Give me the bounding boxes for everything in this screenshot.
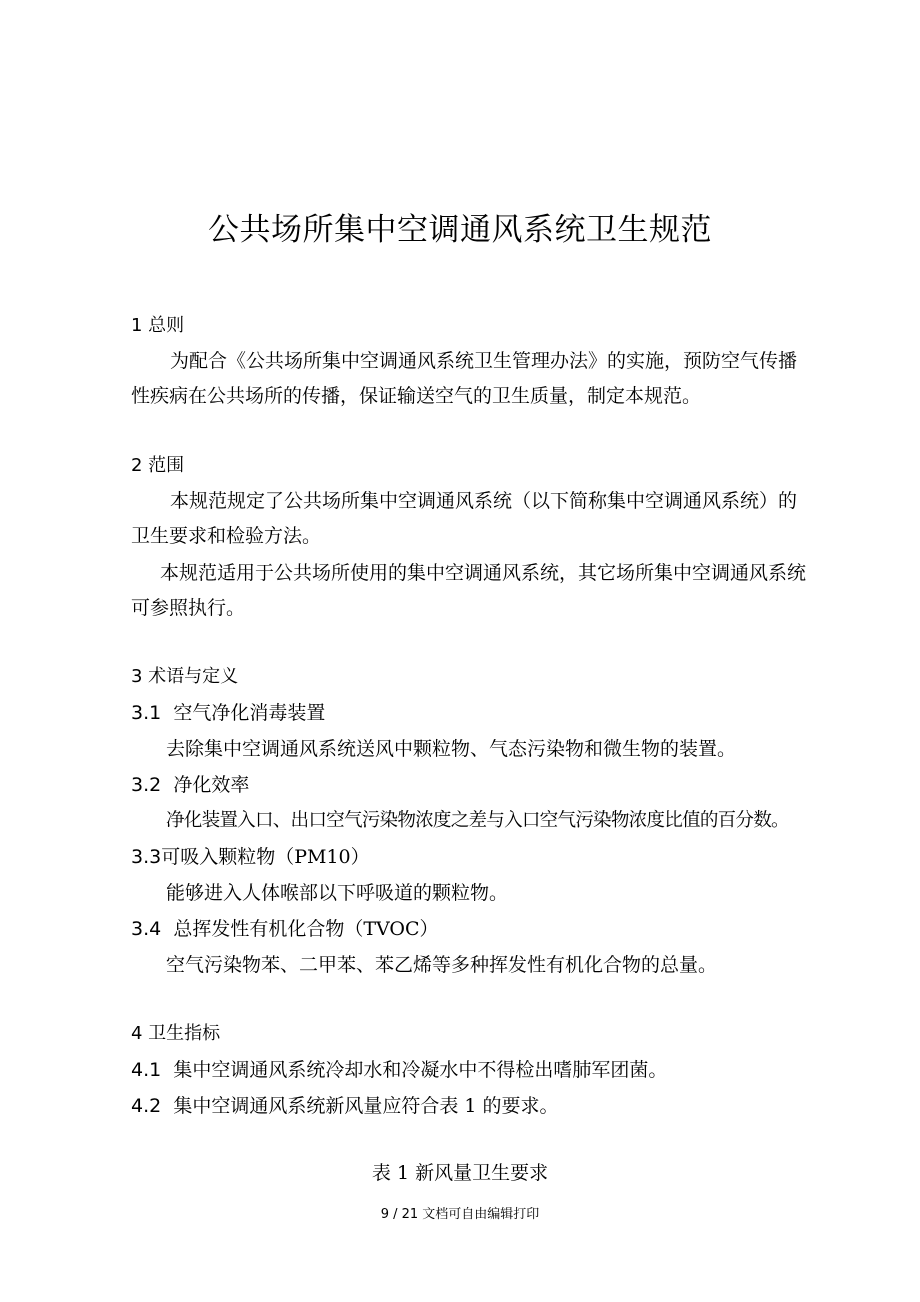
section-1-paragraph-line-2: 性疾病在公共场所的传播，保证输送空气的卫生质量，制定本规范。 bbox=[131, 385, 702, 407]
section-2-paragraph-1-line-1: 本规范规定了公共场所集中空调通风系统（以下简称集中空调通风系统）的 bbox=[170, 490, 798, 512]
section-3-heading: 3 术语与定义 bbox=[131, 666, 239, 687]
section-2-paragraph-1-line-2: 卫生要求和检验方法。 bbox=[131, 525, 322, 547]
definition-3-4 bbox=[131, 915, 439, 943]
indicator-text: 集中空调通风系统新风量应符合表 1 的要求。 bbox=[173, 1095, 559, 1117]
page-footer: 9 / 21 文档可自由编辑打印 bbox=[380, 1207, 540, 1222]
definition-term: 可吸入颗粒物（PM10） bbox=[161, 846, 370, 868]
definition-3-3-text: 能够进入人体喉部以下呼吸道的颗粒物。 bbox=[166, 882, 509, 904]
definition-number: 3.4 bbox=[131, 918, 162, 940]
table-caption: 表 1 新风量卫生要求 bbox=[371, 1162, 549, 1184]
section-2-paragraph-2-line-2: 可参照执行。 bbox=[131, 597, 246, 619]
section-2-paragraph-2-line-1: 本规范适用于公共场所使用的集中空调通风系统，其它场所集中空调通风系统 bbox=[160, 562, 807, 584]
indicator-4-1 bbox=[131, 1056, 667, 1084]
indicator-text: 集中空调通风系统冷却水和冷凝水中不得检出嗜肺军团菌。 bbox=[173, 1059, 668, 1081]
definition-number: 3.3 bbox=[131, 846, 162, 868]
definition-term: 总挥发性有机化合物（TVOC） bbox=[173, 918, 439, 940]
section-2-heading: 2 范围 bbox=[131, 455, 185, 476]
indicator-number: 4.1 bbox=[131, 1059, 162, 1081]
definition-3-2-text: 净化装置入口、出口空气污染物浓度之差与入口空气污染物浓度比值的百分数。 bbox=[166, 810, 789, 831]
definition-3-1 bbox=[131, 699, 325, 727]
definition-3-4-text: 空气污染物苯、二甲苯、苯乙烯等多种挥发性有机化合物的总量。 bbox=[166, 954, 718, 976]
definition-3-3 bbox=[131, 843, 370, 871]
section-1-heading: 1 总则 bbox=[131, 315, 185, 336]
definition-number: 3.1 bbox=[131, 702, 162, 724]
document-title: 公共场所集中空调通风系统卫生规范 bbox=[208, 212, 712, 248]
definition-3-1-text: 去除集中空调通风系统送风中颗粒物、气态污染物和微生物的装置。 bbox=[166, 738, 737, 760]
definition-term: 净化效率 bbox=[173, 774, 250, 796]
definition-number: 3.2 bbox=[131, 774, 162, 796]
section-4-heading: 4 卫生指标 bbox=[131, 1023, 221, 1044]
indicator-number: 4.2 bbox=[131, 1095, 162, 1117]
definition-3-2 bbox=[131, 771, 249, 799]
definition-term: 空气净化消毒装置 bbox=[173, 702, 326, 724]
section-1-paragraph-line-1: 为配合《公共场所集中空调通风系统卫生管理办法》的实施，预防空气传播 bbox=[170, 350, 798, 372]
indicator-4-2 bbox=[131, 1092, 558, 1120]
